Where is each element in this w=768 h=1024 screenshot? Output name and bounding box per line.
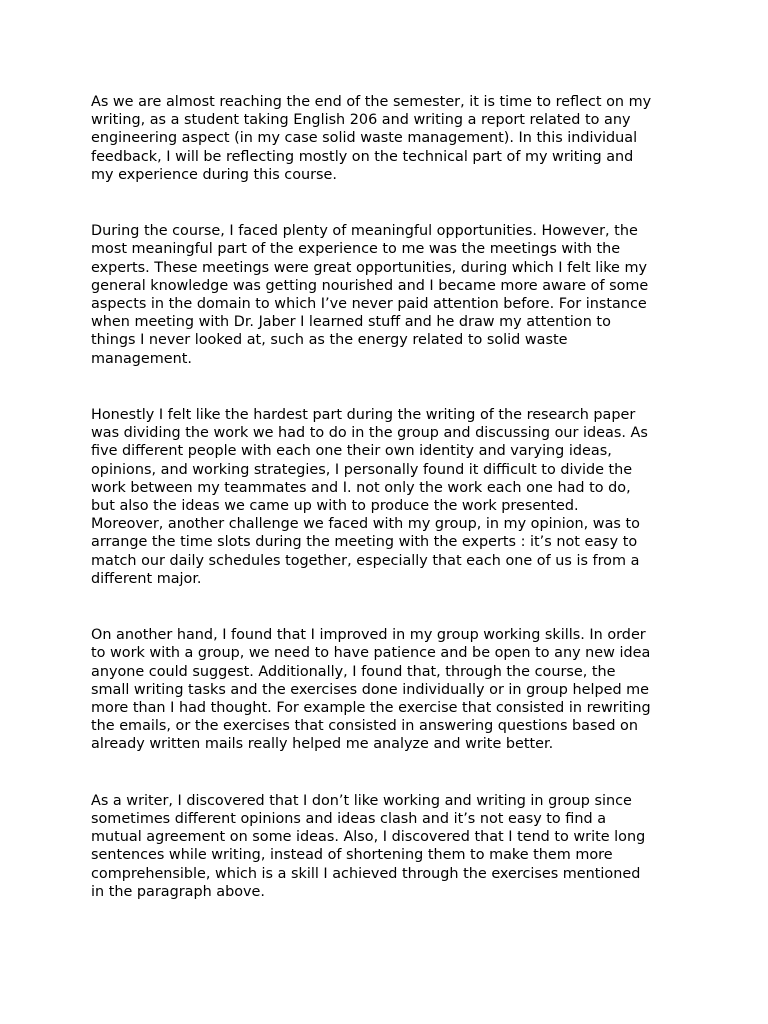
paragraph-improvements: On another hand, I found that I improved in my group working skills. In order to work with a group, we need to have patience and be open to any new idea anyone could suggest. Additionally, I found that, through the course, the small writing tasks and the exercises done individually or in group helped me more than I had thought. For example the exercise that consisted in rewriting the emails, or the exercises that consisted in answering questions based on already written mails really helped me analyze and write better. (91, 627, 651, 753)
paragraph-intro: As we are almost reaching the end of the semester, it is time to reflect on my writing, as a student taking English 206 and writing a report related to any engineering aspect (in my case solid waste management). In this individual feedback, I will be reflecting mostly on the technical part of my writing and my experience during this course. (91, 94, 652, 183)
paragraph-discoveries: As a writer, I discovered that I don’t like working and writing in group since sometimes different opinions and ideas clash and it’s not easy to find a mutual agreement on some ideas. Also, I discovered that I tend to write long sentences while writing, instead of shortening them to make them more comprehensible, which is a skill I achieved through the exercises mentioned in the paragraph above. (91, 792, 646, 900)
paragraph-opportunities: During the course, I faced plenty of meaningful opportunities. However, the most meaningful part of the experience to me was the meetings with the experts. These meetings were great opportunities, during which I felt like my general knowledge was getting nourished and I became more aware of some aspects in the domain to which I’ve never paid attention before. For instance when meeting with Dr. Jaber I learned stuff and he draw my attention to things I never looked at, such as the energy related to solid waste management. (91, 223, 649, 367)
paragraph-challenges: Honestly I felt like the hardest part during the writing of the research paper was dividing the work we had to do in the group and discussing our ideas. As five different people with each one their own identity and varying ideas, opinions, and working strategies, I personally found it difficult to divide the work between my teammates and I. not only the work each one had to do, but also the ideas we came up with to produce the work presented. Moreover, another challenge we faced with my group, in my opinion, was to arrange the time slots during the meeting with the experts : it’s not easy to match our daily schedules together, especially that each one of us is from a different major. (91, 407, 648, 587)
document-body (91, 93, 683, 901)
